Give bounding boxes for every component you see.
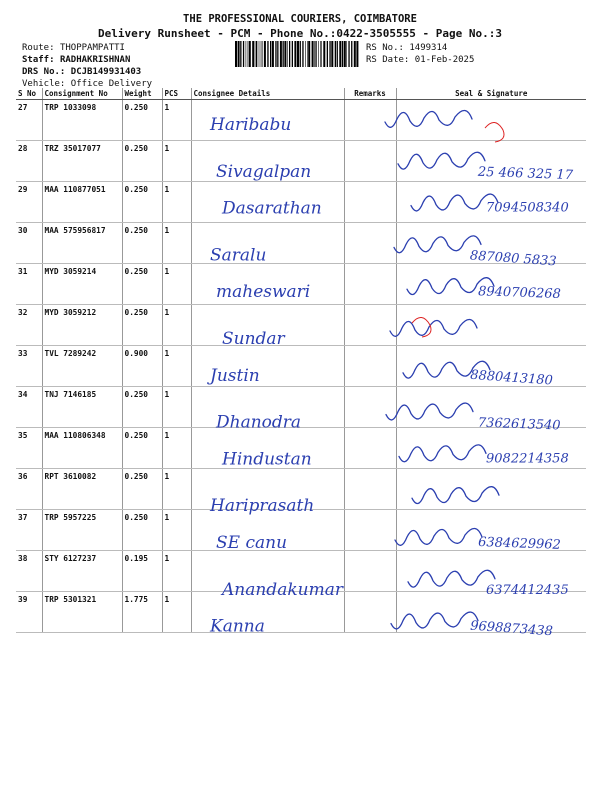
cell-consignment: TRP 1033098 xyxy=(42,99,122,140)
barcode-image xyxy=(234,41,360,67)
cell-sno: 31 xyxy=(16,263,42,304)
cell-weight: 0.250 xyxy=(122,386,162,427)
cell-consignment: MAA 110877051 xyxy=(42,181,122,222)
cell-consignment: MYD 3059214 xyxy=(42,263,122,304)
cell-weight: 0.250 xyxy=(122,509,162,550)
route-value: THOPPAMPATTI xyxy=(59,43,125,53)
cell-consignee xyxy=(191,345,344,386)
cell-consignee xyxy=(191,427,344,468)
cell-consignment: TRP 5957225 xyxy=(42,509,122,550)
table-row xyxy=(16,509,586,550)
cell-remarks xyxy=(344,304,396,345)
cell-weight: 1.775 xyxy=(122,591,162,632)
rs-no-value: 1499314 xyxy=(409,43,448,53)
cell-consignment: TRP 5301321 xyxy=(42,591,122,632)
cell-seal xyxy=(396,222,586,263)
table-row xyxy=(16,181,586,222)
cell-consignee xyxy=(191,222,344,266)
table-row xyxy=(16,99,586,140)
handwritten-consignee-name: Dasarathan xyxy=(222,198,322,219)
cell-weight: 0.195 xyxy=(122,550,162,591)
staff-label: Staff: xyxy=(22,55,55,65)
handwritten-consignee-name: SE canu xyxy=(216,533,288,553)
cell-consignee xyxy=(191,509,344,550)
handwritten-phone-number: 7362613540 xyxy=(477,415,561,434)
col-consignee: Consignee Details xyxy=(191,88,344,99)
staff-line xyxy=(22,55,130,65)
cell-remarks xyxy=(344,263,396,304)
cell-pcs: 1 xyxy=(162,304,191,345)
handwritten-phone-number: 6374412435 xyxy=(486,582,569,598)
table-row xyxy=(16,386,586,427)
cell-pcs: 1 xyxy=(162,181,191,222)
runsheet-table xyxy=(16,88,586,633)
cell-sno: 34 xyxy=(16,386,42,427)
cell-seal xyxy=(396,550,586,591)
runsheet-subtitle: Delivery Runsheet - PCM - Phone No.:0422-3505555 - Page No.:3 xyxy=(98,27,502,40)
cell-pcs: 1 xyxy=(162,222,191,263)
cell-weight: 0.250 xyxy=(122,99,162,140)
cell-consignment: TNJ 7146185 xyxy=(42,386,122,427)
handwritten-phone-number: 7094508340 xyxy=(486,200,569,216)
cell-weight: 0.900 xyxy=(122,345,162,386)
cell-sno: 28 xyxy=(16,140,42,181)
table-row xyxy=(16,550,586,591)
handwritten-consignee-name: Kanna xyxy=(210,616,265,637)
document-title: THE PROFESSIONAL COURIERS, COIMBATORE xyxy=(183,13,417,25)
drs-line xyxy=(22,67,141,77)
cell-consignee xyxy=(191,550,344,591)
table-row xyxy=(16,140,586,181)
drs-label: DRS No.: xyxy=(22,67,66,77)
cell-pcs: 1 xyxy=(162,386,191,427)
col-consignment: Consignment No xyxy=(42,88,122,99)
cell-pcs: 1 xyxy=(162,263,191,304)
handwritten-phone-number: 9082214358 xyxy=(486,451,569,467)
cell-consignee xyxy=(191,181,344,222)
handwritten-consignee-name: Sivagalpan xyxy=(216,161,312,182)
cell-sno: 36 xyxy=(16,468,42,509)
cell-consignment: MAA 575956817 xyxy=(42,222,122,263)
table-row xyxy=(16,468,586,509)
cell-consignee xyxy=(191,591,344,632)
cell-remarks xyxy=(344,140,396,181)
cell-sno: 33 xyxy=(16,345,42,386)
cell-sno: 30 xyxy=(16,222,42,263)
cell-remarks xyxy=(344,550,396,591)
cell-consignment: STY 6127237 xyxy=(42,550,122,591)
cell-remarks xyxy=(344,509,396,550)
cell-sno: 29 xyxy=(16,181,42,222)
table-row xyxy=(16,222,586,263)
cell-consignee xyxy=(191,386,344,427)
cell-pcs: 1 xyxy=(162,550,191,591)
cell-weight: 0.250 xyxy=(122,222,162,263)
handwritten-consignee-name: Justin xyxy=(210,365,260,386)
cell-remarks xyxy=(344,181,396,222)
handwritten-consignee-name: Sundar xyxy=(222,329,285,349)
table-row xyxy=(16,345,586,386)
col-sno: S No xyxy=(16,88,42,99)
handwritten-phone-number: 8940706268 xyxy=(477,284,562,303)
cell-consignee xyxy=(191,99,344,140)
handwritten-phone-number: 6384629962 xyxy=(477,535,562,553)
cell-sno: 32 xyxy=(16,304,42,345)
handwritten-phone-number: 887080 5833 xyxy=(469,248,557,270)
cell-consignment: MAA 110806348 xyxy=(42,427,122,468)
rs-date-label: RS Date: xyxy=(366,55,410,65)
cell-seal xyxy=(396,140,586,184)
cell-pcs: 1 xyxy=(162,427,191,468)
cell-sno: 38 xyxy=(16,550,42,591)
handwritten-phone-number: 25 466 325 17 xyxy=(477,164,574,184)
cell-pcs: 1 xyxy=(162,345,191,386)
cell-sno: 39 xyxy=(16,591,42,632)
cell-remarks xyxy=(344,99,396,140)
cell-remarks xyxy=(344,386,396,427)
rs-date-value: 01-Feb-2025 xyxy=(414,55,475,65)
handwritten-phone-number: 8880413180 xyxy=(469,367,554,389)
cell-remarks xyxy=(344,468,396,509)
drs-value: DCJB149931403 xyxy=(70,67,142,77)
cell-seal xyxy=(396,263,586,304)
rs-no-line xyxy=(366,43,447,53)
cell-pcs: 1 xyxy=(162,509,191,550)
cell-weight: 0.250 xyxy=(122,140,162,181)
cell-sno: 35 xyxy=(16,427,42,468)
table-row xyxy=(16,591,586,632)
col-pcs: PCS xyxy=(162,88,191,99)
cell-seal xyxy=(396,427,586,468)
cell-seal xyxy=(396,99,586,140)
col-remarks: Remarks xyxy=(344,88,396,99)
cell-consignment: MYD 3059212 xyxy=(42,304,122,345)
handwritten-consignee-name: Saralu xyxy=(210,245,267,266)
cell-weight: 0.250 xyxy=(122,181,162,222)
cell-weight: 0.250 xyxy=(122,468,162,509)
cell-consignment: TVL 7289242 xyxy=(42,345,122,386)
cell-consignment: RPT 3610082 xyxy=(42,468,122,509)
cell-seal xyxy=(396,386,586,427)
cell-pcs: 1 xyxy=(162,591,191,632)
handwritten-consignee-name: maheswari xyxy=(216,282,311,303)
vehicle-label: Vehicle: xyxy=(22,79,66,89)
cell-pcs: 1 xyxy=(162,468,191,509)
cell-consignee xyxy=(191,304,344,345)
cell-remarks xyxy=(344,427,396,468)
handwritten-phone-number: 9698873438 xyxy=(469,618,554,640)
cell-seal xyxy=(396,181,586,222)
cell-pcs: 1 xyxy=(162,140,191,181)
handwritten-consignee-name: Dhanodra xyxy=(216,412,302,433)
cell-seal xyxy=(396,345,586,386)
cell-seal xyxy=(396,468,586,509)
rs-no-label: RS No.: xyxy=(366,43,404,53)
cell-remarks xyxy=(344,345,396,386)
cell-weight: 0.250 xyxy=(122,263,162,304)
table-row xyxy=(16,263,586,304)
staff-value: RADHAKRISHNAN xyxy=(59,55,131,65)
handwritten-consignee-name: Haribabu xyxy=(210,115,292,135)
vehicle-value: Office Delivery xyxy=(70,79,153,89)
cell-seal xyxy=(396,591,586,632)
cell-seal xyxy=(396,304,586,345)
cell-weight: 0.250 xyxy=(122,304,162,345)
cell-sno: 27 xyxy=(16,99,42,140)
handwritten-consignee-name: Hariprasath xyxy=(210,496,315,517)
cell-remarks xyxy=(344,591,396,632)
handwritten-consignee-name: Hindustan xyxy=(222,449,312,470)
table-header-row xyxy=(16,88,586,99)
col-weight: Weight xyxy=(122,88,162,99)
col-seal-signature: Seal & Signature xyxy=(396,88,586,99)
table-row xyxy=(16,427,586,468)
cell-remarks xyxy=(344,222,396,263)
cell-consignment: TRZ 35017077 xyxy=(42,140,122,181)
handwritten-consignee-name: Anandakumar xyxy=(222,579,343,600)
route-line xyxy=(22,43,125,53)
cell-sno: 37 xyxy=(16,509,42,550)
cell-seal xyxy=(396,509,586,550)
rs-date-line xyxy=(366,55,474,65)
cell-pcs: 1 xyxy=(162,99,191,140)
cell-consignee xyxy=(191,468,344,509)
route-label: Route: xyxy=(22,43,55,53)
table-row xyxy=(16,304,586,345)
cell-consignee xyxy=(191,263,344,304)
cell-consignee xyxy=(191,140,344,181)
cell-weight: 0.250 xyxy=(122,427,162,468)
